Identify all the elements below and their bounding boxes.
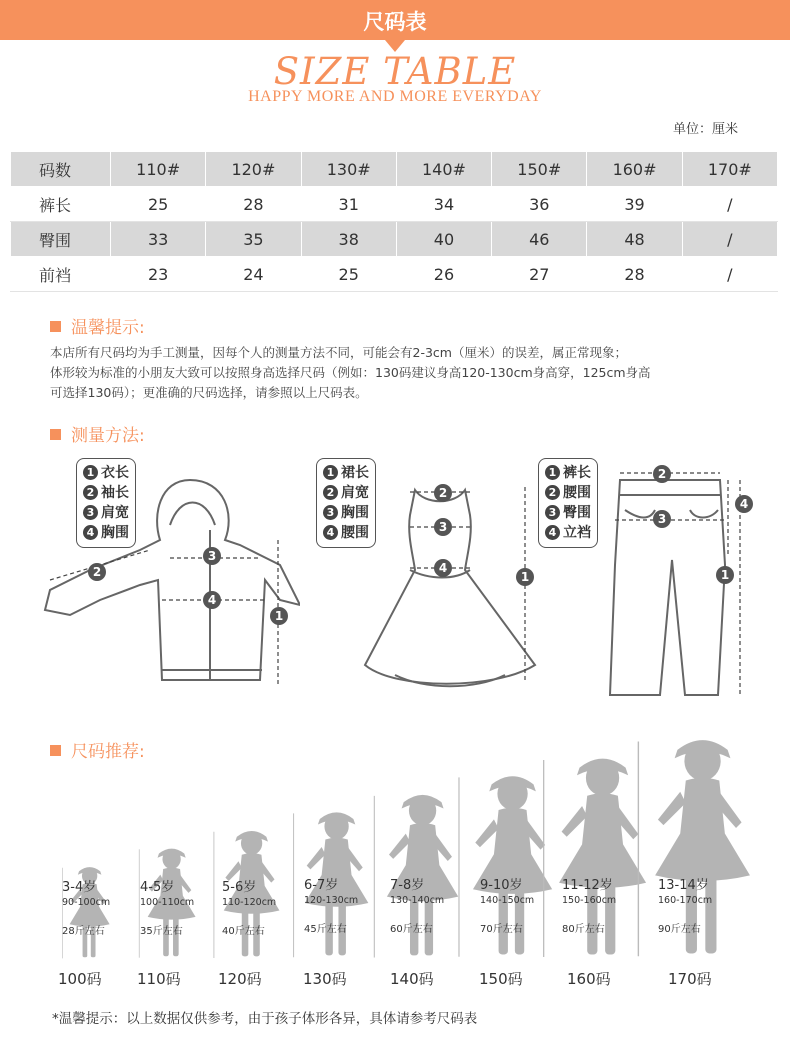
marker-badge: 2 <box>545 485 560 500</box>
size-code: 120码 <box>218 970 262 988</box>
legend-label: 裙长 <box>341 465 369 481</box>
pants-marker-1: 1 <box>716 566 734 584</box>
table-cell: 裤长 <box>11 187 111 222</box>
legend-label: 肩宽 <box>341 485 369 501</box>
pants-marker-3: 3 <box>653 510 671 528</box>
legend-row <box>83 503 129 523</box>
dress-marker-4: 4 <box>434 559 452 577</box>
age-card <box>222 876 276 937</box>
size-table-title: SIZE TABLE <box>273 50 517 93</box>
table-header-cell: 110# <box>111 152 206 187</box>
age-card <box>562 874 616 935</box>
dress-sketch <box>355 475 545 695</box>
jacket-marker-4: 4 <box>203 591 221 609</box>
legend-label: 胸围 <box>341 505 369 521</box>
age-card <box>658 874 712 935</box>
marker-badge: 3 <box>545 505 560 520</box>
legend-row <box>545 523 591 543</box>
jacket-marker-2: 2 <box>88 563 106 581</box>
dress-marker-3: 3 <box>434 518 452 536</box>
table-cell: 40 <box>396 222 491 257</box>
tips-line: 体形较为标准的小朋友大致可以按照身高选择尺码（例如：130码建议身高120-130cm身高穿，125cm身高 <box>50 365 651 380</box>
legend-label: 腰围 <box>341 525 369 541</box>
table-cell: 46 <box>492 222 587 257</box>
legend-label: 臀围 <box>563 505 591 521</box>
table-cell: 27 <box>492 257 587 292</box>
legend-label: 立裆 <box>563 525 591 541</box>
jacket-marker-1: 1 <box>270 607 288 625</box>
age-label: 3-4岁 <box>62 880 97 895</box>
table-cell: 33 <box>111 222 206 257</box>
measure-heading-text: 测量方法: <box>71 426 145 446</box>
tips-text <box>50 343 750 403</box>
marker-badge: 3 <box>323 505 338 520</box>
weight-label: 70斤左右 <box>480 924 523 935</box>
legend-row <box>323 483 369 503</box>
legend-row <box>545 463 591 483</box>
legend-label: 衣长 <box>101 465 129 481</box>
legend-label: 裤长 <box>563 465 591 481</box>
unit-label: 单位：厘米 <box>672 122 738 137</box>
table-cell: 31 <box>301 187 396 222</box>
height-label: 100-110cm <box>140 897 195 908</box>
table-header-cell: 120# <box>206 152 301 187</box>
age-label: 9-10岁 <box>480 878 523 893</box>
age-label: 6-7岁 <box>304 878 339 893</box>
tips-line: 本店所有尺码均为手工测量，因每个人的测量方法不同，可能会有2-3cm（厘米）的误差，属正常现象； <box>50 345 627 360</box>
bullet-square-icon <box>50 745 61 756</box>
pants-marker-2: 2 <box>653 465 671 483</box>
table-cell: 26 <box>396 257 491 292</box>
table-header-cell: 160# <box>587 152 682 187</box>
age-label: 7-8岁 <box>390 878 425 893</box>
weight-label: 60斤左右 <box>390 924 433 935</box>
marker-badge: 4 <box>323 525 338 540</box>
height-label: 90-100cm <box>62 897 111 908</box>
age-card <box>62 876 110 937</box>
weight-label: 90斤左右 <box>658 924 701 935</box>
height-label: 160-170cm <box>658 895 713 906</box>
table-header-cell: 170# <box>682 152 777 187</box>
table-header-cell: 150# <box>492 152 587 187</box>
legend-label: 胸围 <box>101 525 129 541</box>
table-cell: / <box>682 257 777 292</box>
age-label: 5-6岁 <box>222 880 257 895</box>
age-card <box>480 874 534 935</box>
legend-row <box>323 463 369 483</box>
legend-row <box>83 523 129 543</box>
legend-label: 袖长 <box>101 485 129 501</box>
tips-heading-text: 温馨提示: <box>71 318 145 338</box>
height-label: 150-160cm <box>562 895 617 906</box>
height-label: 110-120cm <box>222 897 277 908</box>
age-label: 13-14岁 <box>658 878 709 893</box>
marker-badge: 4 <box>83 525 98 540</box>
tips-line: 可选择130码）；更准确的尺码选择，请参照以上尺码表。 <box>50 385 368 400</box>
marker-badge: 4 <box>545 525 560 540</box>
marker-badge: 2 <box>83 485 98 500</box>
marker-badge: 1 <box>83 465 98 480</box>
table-row <box>11 222 778 257</box>
age-card <box>304 874 358 935</box>
table-cell: / <box>682 187 777 222</box>
bullet-square-icon <box>50 321 61 332</box>
size-code: 110码 <box>137 970 181 988</box>
age-label: 4-5岁 <box>140 880 175 895</box>
weight-label: 28斤左右 <box>62 926 105 937</box>
legend-row <box>545 503 591 523</box>
legend-label: 腰围 <box>563 485 591 501</box>
table-cell: 28 <box>206 187 301 222</box>
height-label: 140-150cm <box>480 895 535 906</box>
table-header-row <box>11 152 778 187</box>
age-card <box>390 874 444 935</box>
marker-badge: 3 <box>83 505 98 520</box>
legend-row <box>545 483 591 503</box>
table-row <box>11 257 778 292</box>
table-cell: 前裆 <box>11 257 111 292</box>
marker-badge: 2 <box>323 485 338 500</box>
table-header-cell: 140# <box>396 152 491 187</box>
subtitle: HAPPY MORE AND MORE EVERYDAY <box>248 88 542 105</box>
weight-label: 45斤左右 <box>304 924 347 935</box>
age-label: 11-12岁 <box>562 878 613 893</box>
marker-badge: 1 <box>545 465 560 480</box>
pants-marker-4: 4 <box>735 495 753 513</box>
table-cell: 臀围 <box>11 222 111 257</box>
table-cell: 24 <box>206 257 301 292</box>
table-cell: 35 <box>206 222 301 257</box>
table-cell: 48 <box>587 222 682 257</box>
table-cell: / <box>682 222 777 257</box>
table-cell: 25 <box>111 187 206 222</box>
marker-badge: 1 <box>323 465 338 480</box>
weight-label: 80斤左右 <box>562 924 605 935</box>
banner-title: 尺码表 <box>363 10 427 34</box>
legend-row <box>83 483 129 503</box>
jacket-marker-3: 3 <box>203 547 221 565</box>
table-cell: 25 <box>301 257 396 292</box>
table-cell: 28 <box>587 257 682 292</box>
size-code: 100码 <box>58 970 102 988</box>
table-cell: 23 <box>111 257 206 292</box>
table-cell: 34 <box>396 187 491 222</box>
size-code: 140码 <box>390 970 434 988</box>
table-cell: 39 <box>587 187 682 222</box>
pants-legend <box>538 458 598 548</box>
dress-marker-2: 2 <box>434 484 452 502</box>
recommend-heading <box>50 737 145 762</box>
tips-heading <box>50 313 145 338</box>
legend-label: 肩宽 <box>101 505 129 521</box>
table-header-cell: 130# <box>301 152 396 187</box>
weight-label: 35斤左右 <box>140 926 183 937</box>
table-cell: 38 <box>301 222 396 257</box>
dress-legend <box>316 458 376 548</box>
measure-heading <box>50 421 145 446</box>
bullet-square-icon <box>50 429 61 440</box>
table-header-cell: 码数 <box>11 152 111 187</box>
footnote: *温馨提示：以上数据仅供参考，由于孩子体形各异，具体请参考尺码表 <box>52 1011 478 1027</box>
size-code: 160码 <box>567 970 611 988</box>
table-row <box>11 187 778 222</box>
jacket-legend <box>76 458 136 548</box>
size-code: 170码 <box>668 970 712 988</box>
legend-row <box>323 523 369 543</box>
weight-label: 40斤左右 <box>222 926 265 937</box>
table-cell: 36 <box>492 187 587 222</box>
legend-row <box>323 503 369 523</box>
size-table <box>10 151 778 292</box>
age-card <box>140 876 194 937</box>
height-label: 130-140cm <box>390 895 445 906</box>
dress-marker-1: 1 <box>516 568 534 586</box>
size-code: 130码 <box>303 970 347 988</box>
legend-row <box>83 463 129 483</box>
size-code: 150码 <box>479 970 523 988</box>
height-label: 120-130cm <box>304 895 359 906</box>
recommend-heading-text: 尺码推荐: <box>71 742 145 762</box>
